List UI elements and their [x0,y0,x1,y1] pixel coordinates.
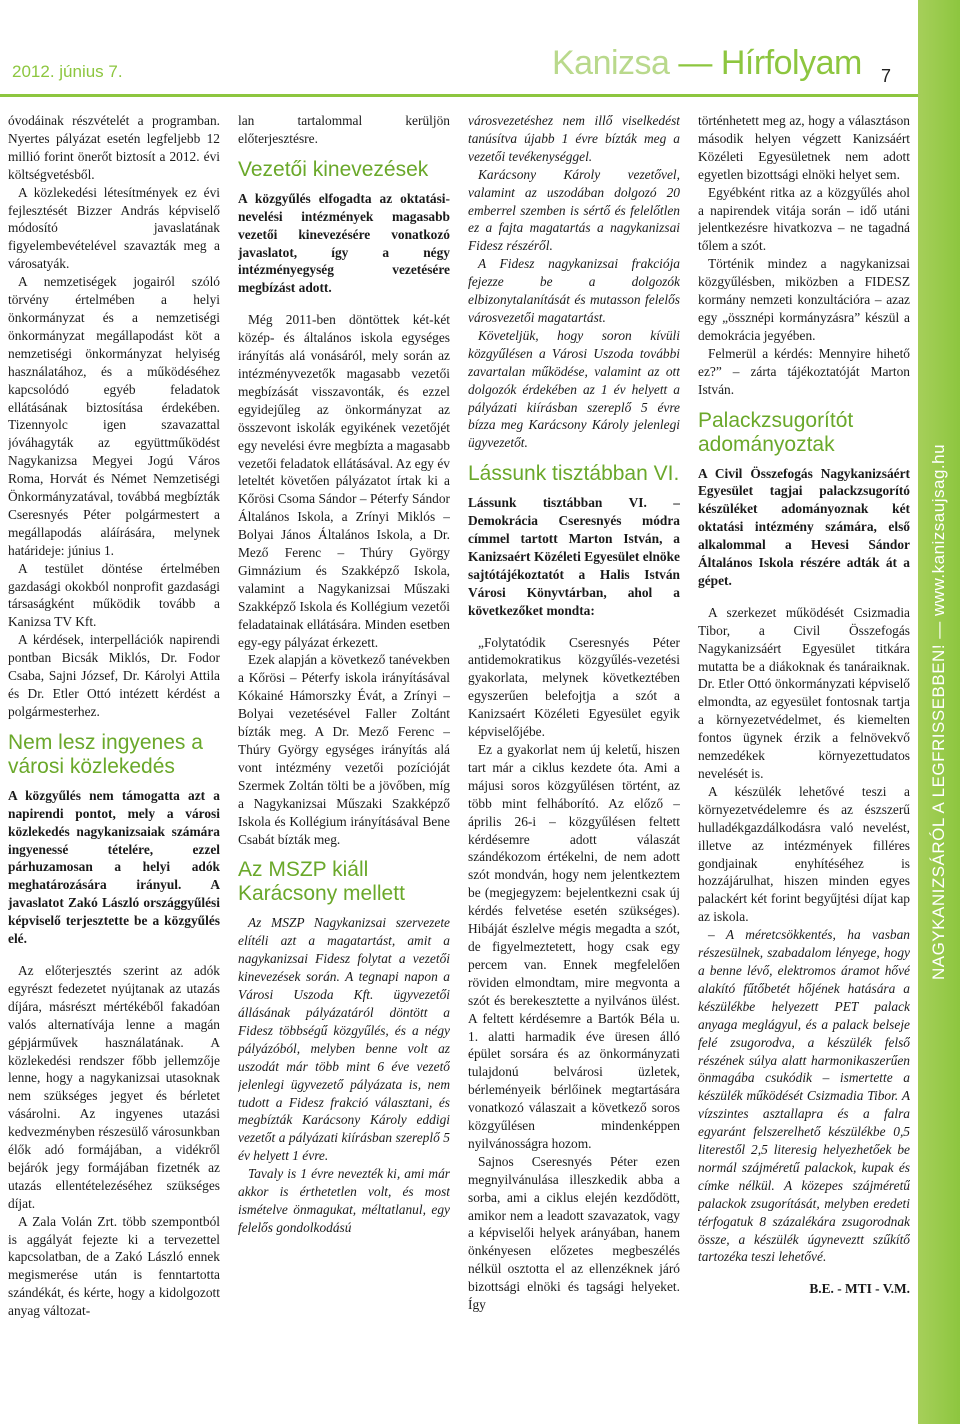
paragraph: Még 2011-ben döntöttek két-két közép- és általános iskola egységes irányítás alá vonásáról, mely során az intézményvezetők magasabb vezetői megbízását visszavonták, és ezzel egyidejűleg az önkormányzat az összevont iskolák egyikének vezetőjét egy nevelési évre megbízta a magasabb vezetői feladatok ellátásával. Az egy év leteltét követően pályázatot írtak ki a Kőrösi Csoma Sándor – Péterfy Sándor Általános Iskola, a Zrínyi Miklós – Bolyai János Általános Iskola, a Dr. Mező Ferenc – Thúry György Gimnázium és Szakképző Iskola, valamint a Nagykanizsai Műszaki Szakképző Iskola és Kollégium vezetői feladatainak ellátására. Minden esetben egy-egy pályázat érkezett. [238,312,450,650]
paragraph: A közlekedési létesítmények ez évi fejlesztését Bizzer András képviselő módosító javaslatának figyelembevételével szavazták meg a városatyák. [8,184,220,272]
paragraph: A kérdések, interpellációk napirendi pontban Bicsák Miklós, Dr. Fodor Csaba, Sajni József, Dr. Károlyi Attila és Dr. Etler Ottó intézett kérdést a polgármesterhez. [8,632,220,719]
paragraph: Az előterjesztés szerint az adók egyrészt fedezetet nyújtanak az utazás díjára, másrészt mértékéből fakadóan valós alternatívája lenne a magán gépjárművek használatának. A közlekedési rendszer főbb jellemzője lenne, hogy a nagykanizsai utasoknak nem szükséges jegyet és bérletet vásárolni. Az ingyenes utazási kedvezményben részesülő városunkban élők adó formájában, a vidékről bejárók jegy formájában fizetnék az utazás ellentételezéséhez szükséges díjat. [8,962,220,1211]
lead-paragraph: A közgyűlés nem támogatta azt a napirendi pontot, mely a városi közlekedés nagykanizsaiak számára ingyenessé tételére, ezzel párhuzamosan a helyi adók meghatározására irányul. A javaslatot Zakó László országgyűlési képviselő terjesztette be a közgyűlés elé. [8,787,220,947]
page-number: 7 [880,66,891,86]
masthead-title [552,44,862,83]
paragraph: óvodáinak részvételét a programban. Nyertes pályázat esetén legfeljebb 12 millió forint önerőt biztosít a 2012. évi költségvetésből. [8,113,220,182]
paragraph: Tavaly is 1 évre nevezték ki, ami már akkor is érthetetlen volt, és most ismételve önmagukat, méltatlanul, egy felelős gondolkodású [238,1166,450,1235]
side-banner-text[interactable]: NAGYKANIZSÁRÓL A LEGFRISSEBBEN! — www.kanizsaujsag.hu [929,443,948,981]
lead-paragraph: A Civil Összefogás Nagykanizsáért Egyesület tagjai palackzsugorító készüléket adományoznak két oktatási intézmény számára, első alkalommal a Hevesi Sándor Általános Iskola részére adták át a gépet. [698,465,910,588]
paragraph: Karácsony Károly vezetővel, valamint az uszodában dolgozó 20 emberrel szemben is sértő és felelőtlen ez a fajta magatartás a nagykanizsai Fidesz részéről. [468,166,680,254]
paragraph: történhetett meg az, hogy a választáson második helyen végzett Kanizsáért Közéleti Egyesületnek nem adott egyetlen bizottsági elnöki helyet sem. [698,113,910,182]
column-2 [238,112,450,1412]
paragraph: – A méretcsökkentés, ha vasban részesülnek, szabadalom lényege, hogy a benne lévő, elektromos áramot hővé alakító fűtőbetét hőjének hatására a készülékbe helyezett PET palack anyaga meglágyul, és a palack belseje felé zsugorodva, a készülék felső részének súlya alatt harmonikaszerűen önmagába csukódik – ismertette a készülék működését Csizmadia Tibor. A vízszintes asztallapra és a falra egyaránt felszerelhető készülékbe 0,5 literestől 2,5 literesig helyezhetőek be normál szájméretű palackok, kupak és címke nélkül. A közepes szájméretű palackok zsugorítását, melyben eredeti térfogatuk 8 százalékára zsugorodnak össze, a készülék úgyneveztt szűkítő tartozéka teszi lehetővé. [698,927,910,1265]
header-rule [0,94,920,97]
paragraph: Felmerül a kérdés: Mennyire hihető ez?” – zárta tájékoztatóját Marton István. [698,345,910,397]
paragraph: Történik mindez a nagykanizsai közgyűlésben, miközben a FIDESZ kormány nemzeti konzultációra – azaz egy „össznépi kormányzásra” készül a demokrácia jegyében. [698,256,910,343]
headline-palackzsugorito: Palackzsugorítót adományoztak [698,408,854,456]
article-columns [8,112,914,1412]
column-3 [468,112,680,1412]
paragraph: A Zala Volán Zrt. több szempontból is aggályát fejezte ki a tervezettel kapcsolatban, de a Zakó László ennek megismerése után is fenntartotta szándékát, és kérte, hogy a kidolgozott anyag változat- [8,1213,220,1319]
side-banner [918,0,960,1424]
paragraph: A nemzetiségek jogairól szóló törvény értelmében a helyi önkormányzat és a nemzetiségi önkormányzat megállapodást köt a nemzetiségi önkormányzat helyiség használatához, és a működéséhez kapcsolódó egyéb feladatok ellátásának biztosítása érdekében. Tizennyolc igen szavazattal jóváhagyták az együttműködést Nagykanizsa Megyei Jogú Város Roma, Horvát és Német Nemzetiségi Önkormányzatával, továbbá megbízták Cseresnyés Péter polgármestert a megállapodás aláírására, melynek határideje: június 1. [8,274,220,558]
column-1 [8,112,220,1412]
paragraph: Egyébként ritka az a közgyűlés ahol a napirendek vitája során – idő utáni jelentkezésre hivatkozva – ne tagadná tőlem a szót. [698,184,910,254]
lead-paragraph: Lássunk tisztábban VI. – Demokrácia Cseresnyés módra címmel tartott Marton István, a Kanizsaért Közéleti Egyesület elnöke sajtótájékoztatót a Halis István Városi Könyvtárban, ahol a következőket mondta: [468,495,680,618]
headline-mszp: Az MSZP kiáll Karácsony mellett [238,858,405,906]
paragraph: „Folytatódik Cseresnyés Péter antidemokratikus közgyűlés-vezetési gyakorlata, melynek következtében egyszerűen belefojtja a szót a Kanizsaért Közéleti Egyesület egyik képviselőjébe. [468,634,680,740]
paragraph: A szerkezet működését Csizmadia Tibor, a Civil Összefogás Nagykanizsáért Egyesület titkára mutatta be a diákoknak és tanáraiknak. Dr. Etler Ottó önkormányzati képviselő elmondta, az egyesület fontosnak tartja a környezetvédelmet, és kiemelten fontos ügynek érzik a felnövekvő nemzedékek környezettudatos nevelését is. [698,604,910,781]
issue-date: 2012. június 7. [12,62,123,81]
lead-paragraph: A közgyűlés elfogadta az oktatási-nevelési intézmények magasabb vezetői kinevezésére vonatkozó javaslatot, így a négy intézményegység vezetésére megbízást adott. [238,190,450,296]
paragraph: lan tartalommal kerüljön előterjesztésre. [238,113,450,146]
page-header [0,0,960,100]
headline-vezetoi-kinevezesek: Vezetői kinevezések [238,157,429,181]
paragraph: városvezetéshez nem illő viselkedést tanúsítva újabb 1 évre bízták meg a vezetői tevékenységgel. [468,113,680,164]
headline-lassunk-tisztabban: Lássunk tisztábban VI. [468,462,680,486]
headline-kozlekedes: Nem lesz ingyenes a városi közlekedés [8,730,203,778]
paragraph: A testület döntése értelmében gazdasági okokból nonprofit gazdasági társaságként működik tovább a Kanizsa TV Kft. [8,560,220,630]
paragraph: Ezek alapján a következő tanévekben a Kőrösi – Péterfy iskola irányításával Kókainé Hámorszky Évát, a Zrínyi – Bolyai vezetésével Faller Zoltánt bízták meg. A Dr. Mező Ferenc – Thúry György egységes irányítás alá vont intézmény vezetői pozícióját Szermek Zoltán tölti be a jövőben, míg a Nagykanizsai Műszaki Szakképző Iskola és Kollégium irányításával Bene Csabát bízták meg. [238,652,450,847]
paragraph: Követeljük, hogy soron kívüli közgyűlésen a Városi Uszoda további zavartalan működése, valamint az ott dolgozók érdekében az 1 év helyett a pályázati kiírásban szereplő 5 évre bízza meg Karácsony Károly jelenlegi ügyvezetőt. [468,327,680,451]
paragraph: A készülék lehetővé teszi a környezetvédelemre és az észszerű hulladékgazdálkodásra való nevelést, illetve az intézmények filléres gondjainak enyhítéséhez is hozzájárulhat, hiszen minden egyes palackért két forint begyűjtési díjat kap az iskola. [698,783,910,925]
author-signature: B.E. - MTI - V.M. [809,1281,910,1297]
paragraph: Az MSZP Nagykanizsai szervezete elítéli azt a magatartást, amit a nagykanizsai Fidesz folytat a vezetői kinevezések során. A tegnapi napon a Városi Uszoda Kft. ügyvezetői állásának pályázatáról döntött a Fidesz többségű közgyűlés, és a négy pályázóból, melyben benne volt az uszodát már több mint 6 éve vezető jelenlegi ügyvezető pályázata is, nem tudott a Fidesz frakció választani, és megbízták Karácsony Károly eddigi vezetőt a pályázati kiírásban szereplő 5 év helyett 1 évre. [238,915,450,1164]
column-4 [698,112,910,1412]
masthead-kanizsa: Kanizsa [552,44,670,82]
masthead-hirfolyam: — Hírfolyam [678,44,862,82]
paragraph: Ez a gyakorlat nem új keletű, hiszen tart már a ciklus kezdete óta. Ami a májusi soros közgyűlésen történt, az több mint felháborító. Az előző – április 26-i – közgyűlésen feltett kérdésemre adott válaszát szándékozom értékelni, de nem adott szót mondván, hogy nem jelentkeztem be (megjegyzem: bejelentkezni csak új kérdés felvetése esetén szükséges). Hibáját észlelve mégis megadta a szót, de figyelmeztetett, hogy csak egy percem van. Ennek megfelelően röviden elmondtam, mire megvonta a szót és berekesztette a nyilvános ülést. A feltett kérdésemre a Bartók Béla u. 1. alatti harmadik éve üresen álló épület sorsára és az önkormányzati tulajdonú belvárosi üzletek, bérleményeik bérlőinek megtartására vonatkozó válaszait a következő soros közgyűlésen mindenképpen nyilvánosságra hozom. [468,742,680,1151]
paragraph: A Fidesz nagykanizsai frakciója fejezze be a dolgozók elbizonytalanítását és mutasson felelős városvezetői magatartást. [468,256,680,325]
paragraph: Sajnos Cseresnyés Péter ezen megnyilvánulása illeszkedik abba a sorba, ami a ciklus elején kezdődött, amikor nem a leadott szavazatok, vagy a képviselői helyek arányában, hanem önkényesen előzetes megbeszélés nélkül osztotta el az ellenzéknek járó bizottsági elnöki és tagsági helyeket. Így [468,1153,680,1313]
